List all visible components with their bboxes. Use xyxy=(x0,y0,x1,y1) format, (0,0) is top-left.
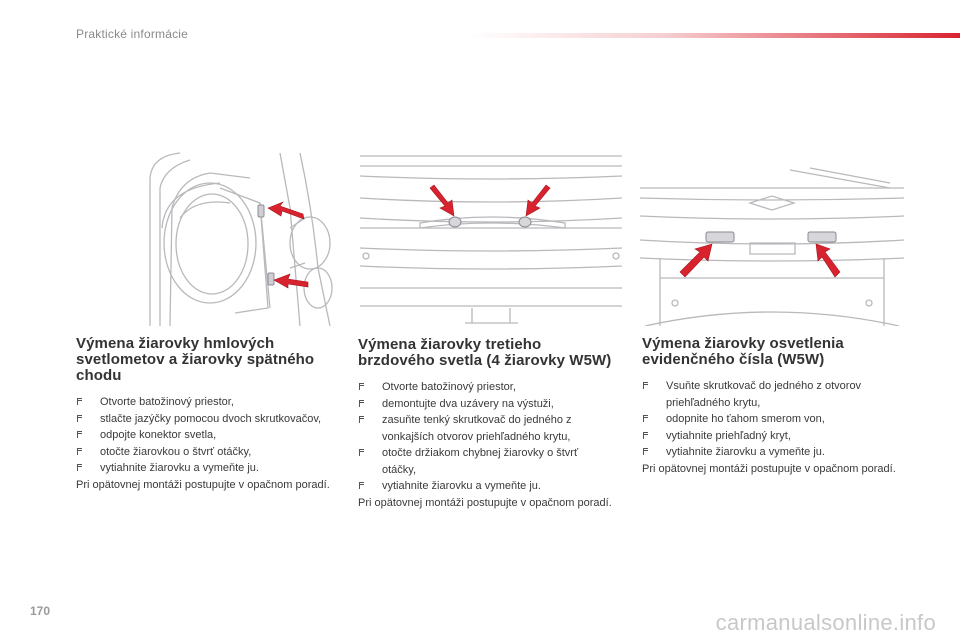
step-item: Otvorte batožinový priestor, xyxy=(76,394,332,411)
lamp-cover-right xyxy=(808,232,836,242)
arrow-icon xyxy=(680,244,712,277)
section-header-title: Praktické informácie xyxy=(76,27,189,41)
step-item: zasuňte tenký skrutkovač do jedného z vonkajších otvorov priehľadného krytu, xyxy=(358,412,614,445)
step-item: otočte žiarovkou o štvrť otáčky, xyxy=(76,444,332,461)
section-title: Výmena žiarovky hmlových svetlometov a žiarovky spätného chodu xyxy=(76,335,315,384)
step-item: stlačte jazýčky pomocou dvoch skrutkovačov, xyxy=(76,411,332,428)
illustration-number-plate-light xyxy=(640,148,904,326)
step-item: otočte držiakom chybnej žiarovky o štvrť otáčky, xyxy=(358,445,614,478)
steps-list xyxy=(642,378,898,461)
illustration-rear-lamp xyxy=(140,148,336,326)
reassembly-note: Pri opätovnej montáži postupujte v opačnom poradí. xyxy=(642,462,896,475)
lower-tab xyxy=(268,273,274,285)
illustration-third-brake-light xyxy=(360,148,622,326)
header-accent-rule xyxy=(470,33,960,38)
steps-list xyxy=(358,379,614,495)
step-item: vytiahnite žiarovku a vymeňte ju. xyxy=(76,460,332,477)
watermark: carmanualsonline.info xyxy=(715,610,936,635)
section-number-plate-light xyxy=(642,336,898,477)
steps-list xyxy=(76,394,332,477)
step-item: odpojte konektor svetla, xyxy=(76,427,332,444)
arrow-icon xyxy=(526,185,550,216)
plug-right xyxy=(519,217,531,227)
brake-light-drawing xyxy=(360,148,622,326)
step-item: odopnite ho ťahom smerom von, xyxy=(642,411,898,428)
reassembly-note: Pri opätovnej montáži postupujte v opačnom poradí. xyxy=(358,496,612,509)
section-third-brake-light xyxy=(358,337,614,511)
section-title: Výmena žiarovky tretieho brzdového svetla (4 žiarovky W5W) xyxy=(358,336,612,369)
step-item: vytiahnite žiarovku a vymeňte ju. xyxy=(642,444,898,461)
page-number: 170 xyxy=(30,604,51,618)
upper-tab xyxy=(258,205,264,217)
section-title: Výmena žiarovky osvetlenia evidenčného čísla (W5W) xyxy=(642,335,844,368)
step-item: vytiahnite žiarovku a vymeňte ju. xyxy=(358,478,614,495)
step-item: vytiahnite priehľadný kryt, xyxy=(642,428,898,445)
lamp-cover-left xyxy=(706,232,734,242)
plug-left xyxy=(449,217,461,227)
step-item: Otvorte batožinový priestor, xyxy=(358,379,614,396)
rear-lamp-drawing xyxy=(140,148,336,326)
arrow-icon xyxy=(274,274,308,288)
arrow-icon xyxy=(430,185,454,216)
section-fog-reverse-lamp xyxy=(76,336,332,493)
reassembly-note: Pri opätovnej montáži postupujte v opačnom poradí. xyxy=(76,478,330,491)
plate-light-drawing xyxy=(640,148,904,326)
step-item: Vsuňte skrutkovač do jedného z otvorov priehľadného krytu, xyxy=(642,378,898,411)
step-item: demontujte dva uzávery na výstuži, xyxy=(358,396,614,413)
arrow-icon xyxy=(268,202,304,219)
